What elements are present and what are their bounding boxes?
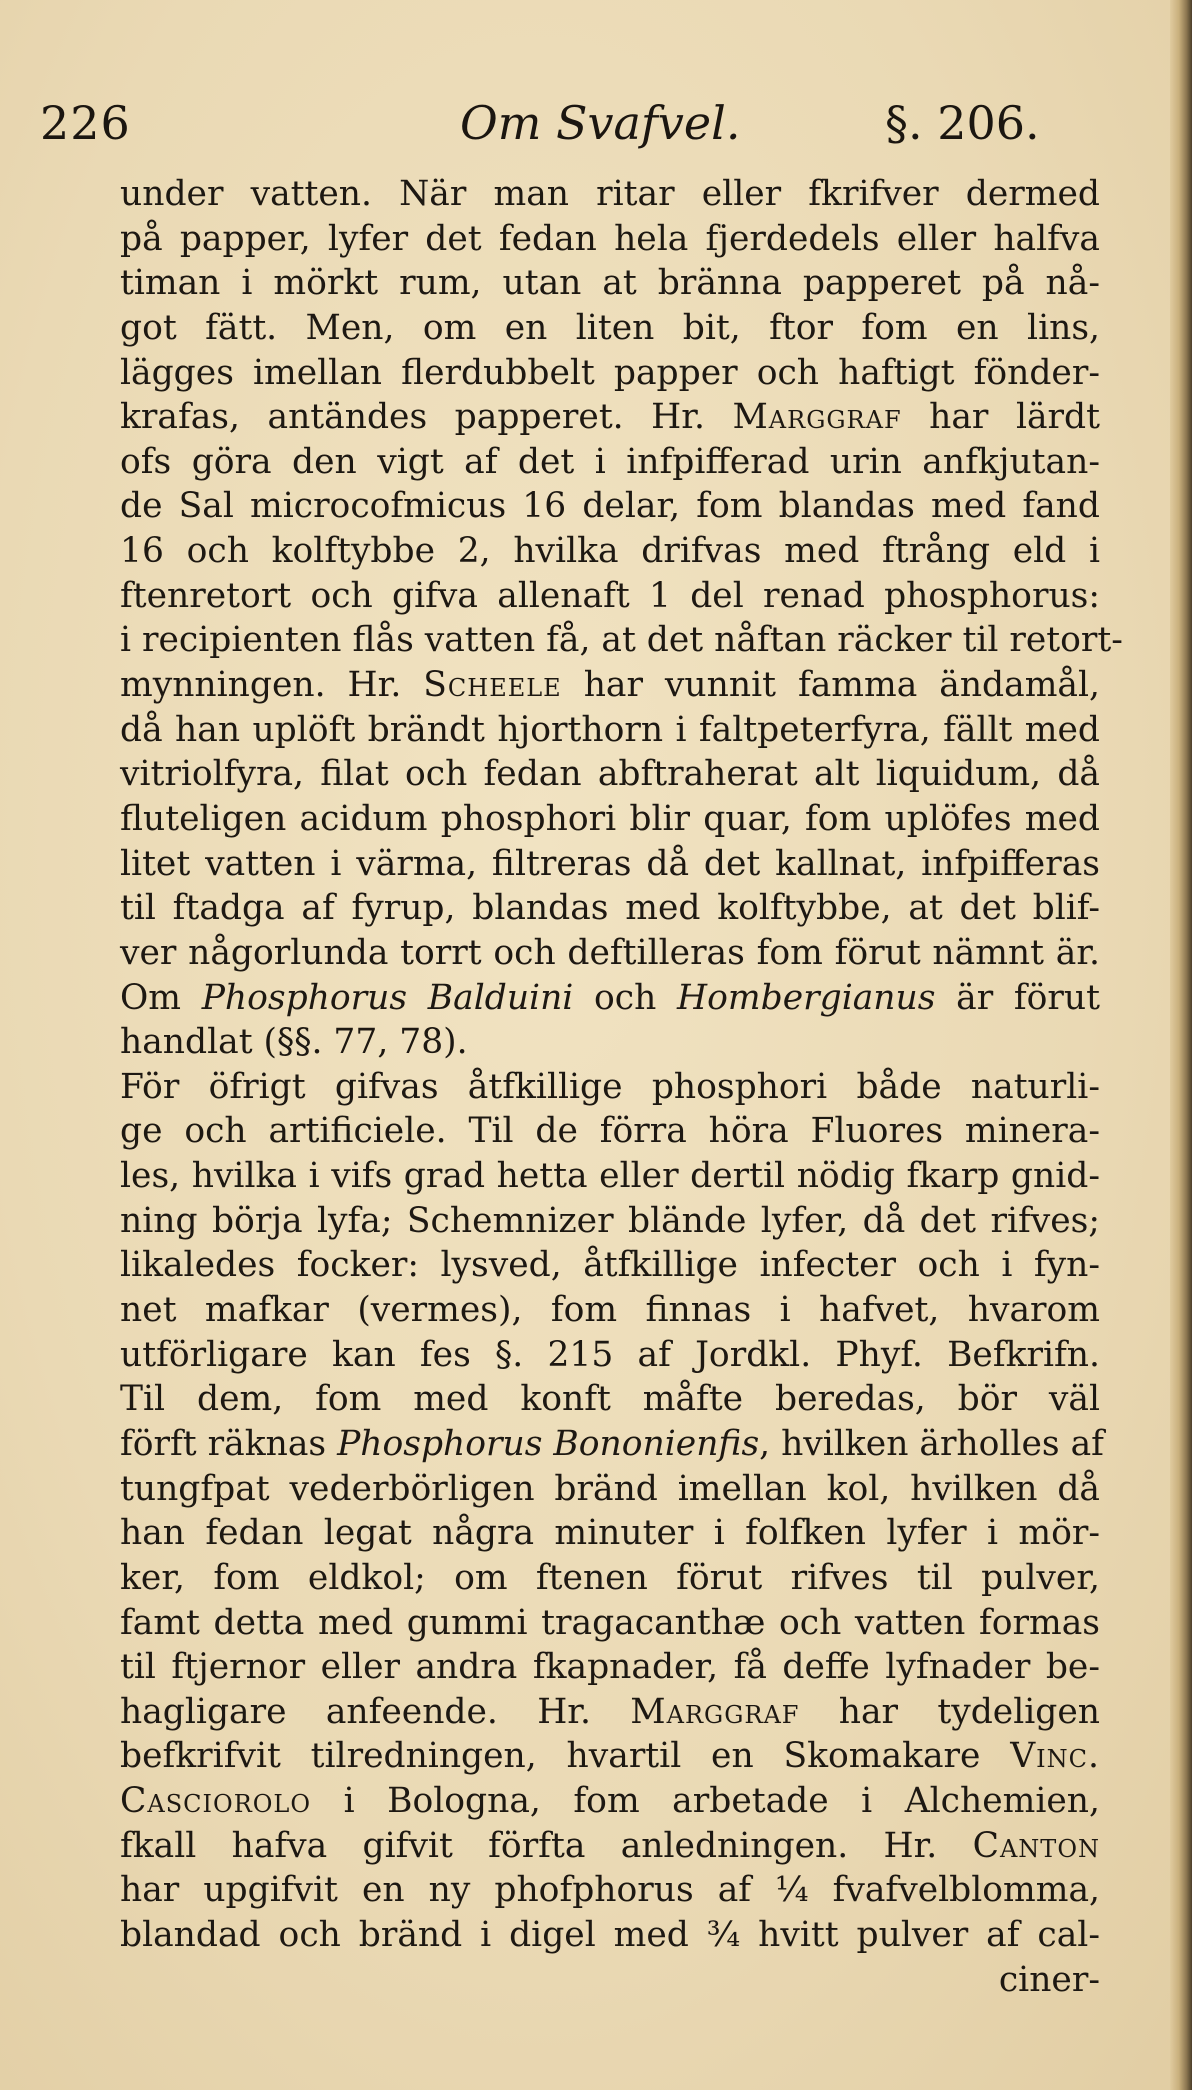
text-segment: handlat (§§. 77, 78). — [120, 1022, 468, 1063]
text-segment: har upgifvit en ny phofphorus af ¼ fvafvelblomma, — [120, 1870, 1100, 1911]
text-segment: Phosphorus Balduini — [201, 977, 574, 1018]
text-segment: til ftadga af fyrup, blandas med kolftybbe, at det blif- — [120, 888, 1100, 929]
text-line — [120, 618, 1123, 663]
text-segment: har vunnit famma ändamål, — [561, 665, 1100, 706]
text-line — [120, 261, 1100, 306]
text-line — [120, 1154, 1100, 1199]
text-segment: Om — [120, 977, 202, 1018]
running-header — [40, 96, 1100, 166]
text-line — [120, 752, 1100, 797]
text-line — [120, 1422, 1104, 1467]
text-line — [120, 1467, 1100, 1512]
text-line — [120, 663, 1100, 708]
text-line — [120, 306, 1100, 351]
text-segment: ftenretort och gifva allenaft 1 del renad phosphorus: — [120, 575, 1100, 616]
text-segment: mynningen. Hr. — [120, 665, 424, 706]
text-line — [120, 1377, 1100, 1422]
text-line — [120, 1958, 1100, 2003]
text-segment: Til dem, fom med konft måfte beredas, bör väl — [120, 1379, 1100, 1420]
text-segment: les, hvilka i vifs grad hetta eller dertil nödig fkarp gnid- — [120, 1156, 1100, 1197]
text-segment: är förut — [935, 977, 1101, 1018]
text-segment: got fätt. Men, om en liten bit, ftor fom en lins, — [120, 307, 1100, 348]
text-segment: Scheele — [423, 665, 562, 706]
running-title: Om Svafvel. — [460, 96, 741, 150]
text-line — [120, 886, 1100, 931]
text-segment: ge och artificiele. Til de förra höra Fluores minera- — [120, 1111, 1100, 1152]
text-segment: han fedan legat några minuter i folfken lyfer i mör- — [120, 1513, 1100, 1554]
text-segment: ver någorlunda torrt och deftilleras fom förut nämnt är. — [120, 932, 1100, 973]
text-segment: Marggraf — [630, 1691, 800, 1732]
text-segment: vitriolfyra, filat och fedan abftraherat alt liquidum, då — [120, 754, 1100, 795]
text-line — [120, 1913, 1100, 1958]
text-segment: 16 och kolftybbe 2, hvilka drifvas med ftrång eld i — [120, 531, 1100, 572]
text-segment: de Sal microcofmicus 16 delar, fom blandas med fand — [120, 486, 1100, 527]
text-segment: utförligare kan fes §. 215 af Jordkl. Phyf. Befkrifn. — [120, 1334, 1100, 1375]
text-segment: har tydeligen — [799, 1691, 1100, 1732]
text-segment: blandad och bränd i digel med ¾ hvitt pulver af cal- — [120, 1914, 1100, 1955]
text-line — [120, 217, 1100, 262]
text-segment: tungfpat vederbörligen bränd imellan kol, hvilken då — [120, 1468, 1100, 1509]
text-segment: ciner- — [998, 1959, 1100, 2000]
text-line — [120, 1601, 1100, 1646]
text-segment: flutеligen acidum phosphori blir quar, fom uplöfes med — [120, 798, 1100, 839]
text-line — [120, 172, 1100, 217]
text-line — [120, 484, 1100, 529]
text-line — [120, 1243, 1100, 1288]
text-segment: likaledes focker: lysved, åtfkillige infecter och i fyn- — [120, 1245, 1100, 1286]
text-segment: litet vatten i värma, filtreras då det kallnat, infpifferas — [120, 843, 1100, 884]
text-line — [120, 1288, 1100, 1333]
text-segment: ning börja lyfa; Schemnizer blände lyfer, då det rifves; — [120, 1200, 1100, 1241]
text-segment: Casciorolo — [120, 1781, 312, 1822]
text-segment: timan i mörkt rum, utan at bränna papperet på nå- — [120, 263, 1100, 304]
text-segment: och — [573, 977, 678, 1018]
text-line — [120, 931, 1100, 976]
page-number: 226 — [40, 96, 131, 150]
text-segment: ofs göra den vigt af det i infpifferad urin anfkjutan- — [120, 441, 1100, 482]
page-edge-shadow — [1170, 0, 1192, 2090]
text-segment: då han uplöft brändt hjorthorn i faltpeterfyra, fällt med — [120, 709, 1100, 750]
text-segment: krafas, antändes papperet. Hr. — [120, 397, 733, 438]
text-line — [120, 1868, 1100, 1913]
text-line — [120, 1690, 1100, 1735]
text-line — [120, 1734, 1100, 1779]
text-segment: under vatten. När man ritar eller fkrifver dermed — [120, 174, 1100, 214]
text-segment: Hombergianus — [677, 977, 936, 1018]
text-segment: , hvilken ärholles af — [759, 1423, 1104, 1464]
text-line — [120, 1645, 1100, 1690]
text-segment: til ftjernor eller andra fkapnader, få deffe lyfnader be- — [120, 1647, 1100, 1688]
text-segment: lägges imellan flerdubbelt papper och haftigt fönder- — [120, 352, 1100, 393]
text-line — [120, 1199, 1100, 1244]
text-segment: hagligare anfeende. Hr. — [120, 1691, 631, 1732]
text-segment: Phosphorus Bononienfis — [337, 1423, 760, 1464]
text-line — [120, 440, 1100, 485]
body-text — [120, 172, 1123, 2002]
text-segment: på papper, lyfer det fedan hela fjerdedels eller halfva — [120, 218, 1100, 259]
text-segment: För öfrigt gifvas åtfkillige phosphori både naturli- — [120, 1066, 1100, 1107]
text-segment: Vinc. — [1010, 1736, 1100, 1777]
text-segment: förft räknas — [120, 1423, 338, 1464]
section-number: §. 206. — [885, 96, 1040, 150]
text-segment: befkrifvit tilredningen, hvartil en Skomakare — [120, 1736, 1011, 1777]
text-segment: i Bologna, fom arbetade i Alchemien, — [311, 1781, 1100, 1822]
text-segment: fkall hafva gifvit förfta anledningen. Hr. — [120, 1825, 973, 1866]
text-line — [120, 1511, 1100, 1556]
text-segment: har lärdt — [901, 397, 1100, 438]
text-segment: i recipienten flås vatten få, at det nåftan räcker til retort- — [120, 620, 1123, 661]
text-segment: famt detta med gummi tragacanthæ och vatten formas — [120, 1602, 1100, 1643]
text-line — [120, 1779, 1100, 1824]
text-line — [120, 395, 1100, 440]
text-line — [120, 351, 1100, 396]
text-line — [120, 708, 1100, 753]
text-line — [120, 842, 1100, 887]
text-line — [120, 1109, 1100, 1154]
text-line — [120, 1824, 1100, 1869]
text-line — [120, 797, 1100, 842]
text-segment: ker, fom eldkol; om ftenen förut rifves til pulver, — [120, 1557, 1100, 1598]
text-segment: net mafkar (vermes), fom finnas i hafvet, hvarom — [120, 1290, 1100, 1331]
text-line — [120, 574, 1100, 619]
text-line — [120, 1065, 1100, 1110]
text-line — [120, 1020, 1100, 1065]
text-segment: Canton — [972, 1825, 1100, 1866]
text-line — [120, 1333, 1100, 1378]
text-segment: Marggraf — [732, 397, 902, 438]
text-line — [120, 976, 1100, 1021]
text-line — [120, 1556, 1100, 1601]
text-line — [120, 529, 1100, 574]
